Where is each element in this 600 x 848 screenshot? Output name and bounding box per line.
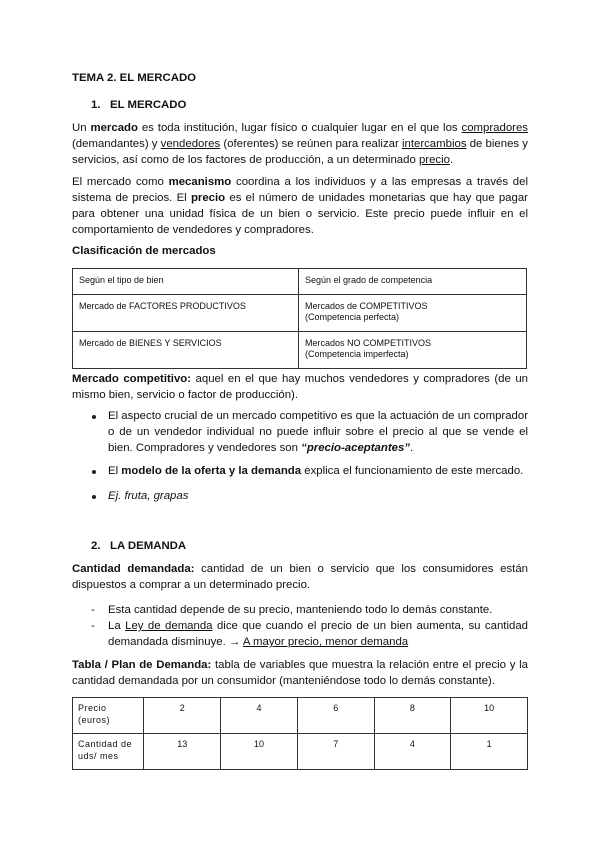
table-cell: Mercado de FACTORES PRODUCTIVOS: [73, 295, 299, 332]
bullet-item-example: Ej. fruta, grapas: [108, 490, 189, 502]
dash-item-ceteris-paribus: Esta cantidad depende de su precio, manteniendo todo lo demás constante.: [108, 604, 493, 616]
bullet-item-price-takers: El aspecto crucial de un mercado competitivo es que la actuación de un comprador o de un vendedor individual no puede influir sobre el precio al que se vende el bien. Compradores y vendedores son “precio-aceptantes”.: [108, 410, 528, 454]
document-title: TEMA 2. EL MERCADO: [72, 72, 197, 84]
table-row: [73, 295, 527, 332]
bullet-icon: [92, 495, 96, 499]
bullet-icon: [92, 415, 96, 419]
table-cell: 10: [451, 698, 528, 734]
table-cell: 7: [297, 734, 374, 770]
dash-item-law-of-demand: La Ley de demanda dice que cuando el precio de un bien aumenta, su cantidad demandada disminuye. → A mayor precio, menor demanda: [108, 620, 528, 648]
table-row: [73, 734, 528, 770]
bullet-icon: [92, 470, 96, 474]
table-cell: Mercados NO COMPETITIVOS (Competencia imperfecta): [299, 332, 527, 369]
table-cell: Mercados de COMPETITIVOS (Competencia perfecta): [299, 295, 527, 332]
market-mechanism-paragraph: El mercado como mecanismo coordina a los individuos y a las empresas a través del sistema de precios. El precio es el número de unidades monetarias que hay que pagar para obtener una unidad física de un bien o servicio. Este precio puede influir en el comportamiento de vendedores y compradores.: [72, 176, 528, 236]
table-cell: 6: [297, 698, 374, 734]
demand-schedule-table: [72, 697, 528, 770]
table-header-cell: Según el tipo de bien: [73, 269, 299, 295]
table-cell: 4: [374, 734, 451, 770]
table-cell: 1: [451, 734, 528, 770]
table-cell: Mercado de BIENES Y SERVICIOS: [73, 332, 299, 369]
table-row: [73, 332, 527, 369]
table-cell: 2: [144, 698, 221, 734]
classification-heading: Clasificación de mercados: [72, 245, 216, 257]
market-definition-paragraph: Un mercado es toda institución, lugar físico o cualquier lugar en el que los compradores (demandantes) y vendedores (oferentes) se reúnen para realizar intercambios de bienes y servicios, así como de los factores de producción, a un determinado precio.: [72, 122, 529, 166]
dash-bullet-icon: -: [91, 620, 95, 632]
demand-schedule-definition: Tabla / Plan de Demanda: tabla de variables que muestra la relación entre el precio y la cantidad demandada por un consumidor (manteniéndose todo lo demás constante).: [72, 659, 528, 687]
table-row: [73, 269, 527, 295]
quantity-demanded-definition: Cantidad demandada: cantidad de un bien o servicio que los consumidores están dispuestos a comprar a un determinado precio.: [72, 563, 528, 591]
table-row-label: Precio (euros): [73, 698, 144, 734]
table-cell: 8: [374, 698, 451, 734]
table-row: [73, 698, 528, 734]
bullet-item-supply-demand-model: El modelo de la oferta y la demanda explica el funcionamiento de este mercado.: [108, 465, 524, 477]
table-header-cell: Según el grado de competencia: [299, 269, 527, 295]
section-2-heading: 2. LA DEMANDA: [91, 540, 187, 552]
table-row-label: Cantidad de uds/ mes: [73, 734, 144, 770]
table-cell: 4: [221, 698, 298, 734]
competitive-market-definition: Mercado competitivo: aquel en el que hay muchos vendedores y compradores (de un mismo bien, servicio o factor de producción).: [72, 373, 528, 401]
table-cell: 10: [221, 734, 298, 770]
section-1-heading: 1. EL MERCADO: [91, 99, 187, 111]
table-cell: 13: [144, 734, 221, 770]
dash-bullet-icon: -: [91, 604, 95, 616]
market-classification-table: [72, 268, 527, 369]
